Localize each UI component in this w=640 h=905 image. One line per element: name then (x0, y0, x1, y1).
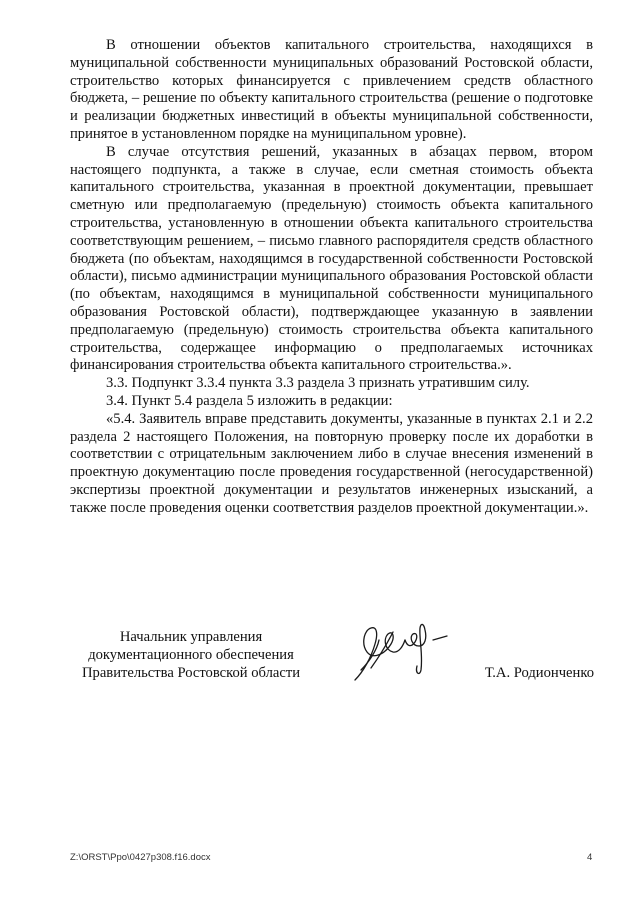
paragraph-3-4: 3.4. Пункт 5.4 раздела 5 изложить в редакции: (106, 392, 393, 409)
footer-page-number: 4 (587, 852, 593, 863)
signatory-position (66, 628, 316, 682)
paragraph-absence-of-decisions: В случае отсутствия решений, указанных в абзацах первом, втором настоящего подпункта, а также в случае, если сметная стоимость объекта капитального строительства, указанная в проектной документации, превышает сметную или предполагаемую (предельную) стоимость объекта капитального строительства, установленную в отношении объекта капитального строительства соответствующим решением, – письмо главного распорядителя средств областного бюджета (по объектам, находящимся в государственной собственности Ростовской области), письмо администрации муниципального образования Ростовской области (по объектам, находящимся в муниципальной собственности муниципального образования Ростовской области), подтверждающее указанную в заявлении предполагаемую (предельную) стоимость строительства объекта капитального строительства, содержащее информацию о предполагаемых источниках финансирования строительства объекта капитального строительства.». (70, 143, 593, 374)
position-line: Начальник управления (119, 629, 263, 645)
paragraph-3-3: 3.3. Подпункт 3.3.4 пункта 3.3 раздела 3 признать утратившим силу. (106, 375, 530, 392)
footer-file-path: Z:\ORST\Ppo\0427p308.f16.docx (70, 852, 211, 863)
position-line: Правительства Ростовской области (81, 665, 301, 681)
paragraph-5-4-quote: «5.4. Заявитель вправе представить документы, указанные в пунктах 2.1 и 2.2 раздела 2 настоящего Положения, на повторную проверку после их доработки в соответствии с отрицательным заключением либо в случае внесения изменений в проектную документацию после проведения государственной (негосударственной) экспертизы проектной документации и результатов инженерных изысканий, а также после проведения оценки соответствия разделов проектной документации.». (70, 410, 593, 516)
position-line: документационного обеспечения (88, 647, 294, 663)
document-body (70, 37, 593, 518)
handwritten-signature-icon (341, 610, 453, 690)
paragraph-capital-objects-municipal: В отношении объектов капитального строительства, находящихся в муниципальной собственности муниципальных образований Ростовской области, строительство которых финансируется с привлечением средств областного бюджета, – решение по объекту капитального строительства (решение о подготовке и реализации бюджетных инвестиций в объекты муниципальной собственности, принятое в установленном порядке на муниципальном уровне). (70, 37, 593, 142)
signatory-name: Т.А. Родионченко (484, 665, 594, 681)
signature-block (66, 628, 594, 698)
